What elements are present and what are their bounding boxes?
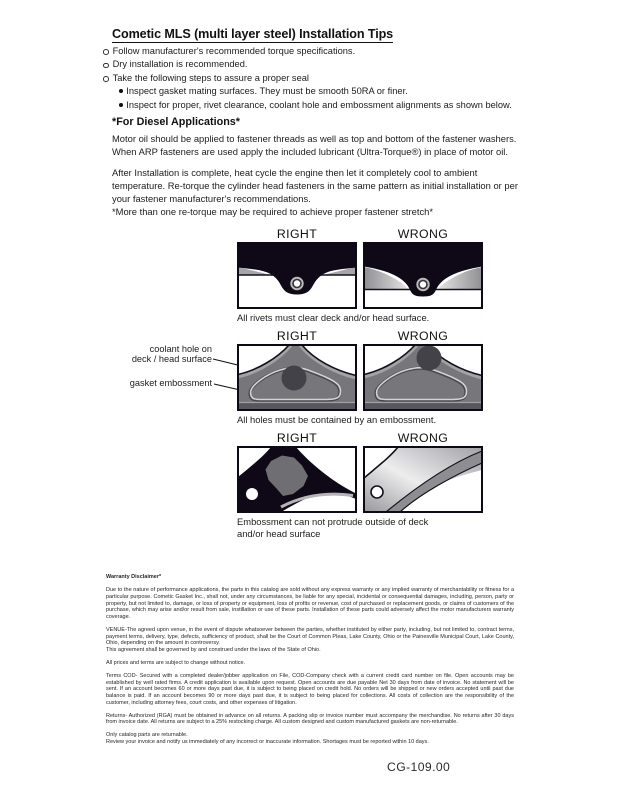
tip-text: Inspect for proper, rivet clearance, coolant hole and embossment alignments as shown below.	[126, 99, 512, 110]
only-catalog-paragraph: Only catalog parts are returnable.	[106, 732, 188, 739]
tip-text: Dry installation is recommended.	[112, 59, 248, 70]
list-item	[103, 45, 543, 58]
diagram-caption-rivets: All rivets must clear deck and/or head surface.	[237, 312, 430, 323]
wrong-label: WRONG	[397, 329, 449, 343]
filled-bullet-icon	[119, 103, 123, 107]
coolant-hole-label: coolant hole on deck / head surface	[131, 344, 212, 365]
gasket-embossment-label: gasket embossment	[129, 378, 212, 388]
diesel-paragraph-retorque: After Installation is complete, heat cycle the engine then let it completely cool to ambient temperature. Re-torque the cylinder head fasteners in the same pattern as initial installation or per your fastener manufacturer's recommendations.	[112, 167, 518, 204]
right-label: RIGHT	[276, 431, 318, 445]
diagram-rivet-wrong	[363, 242, 483, 309]
tip-text: Inspect gasket mating surfaces. They must be smooth 50RA or finer.	[126, 86, 408, 97]
tip-text: Follow manufacturer's recommended torque specifications.	[112, 46, 356, 56]
filled-bullet-icon	[119, 89, 123, 93]
diagram-caption-holes: All holes must be contained by an embossment.	[237, 414, 437, 425]
list-item	[119, 99, 543, 112]
list-item	[119, 85, 543, 98]
review-invoice-paragraph: Review your invoice and notify us immediately of any incorrect or inaccurate information. Shortages must be reported within 10 days.	[106, 738, 429, 745]
retorque-note: *More than one re-torque may be required to achieve proper fastener stretch*	[112, 206, 434, 217]
diagram-protrusion-right	[237, 446, 357, 513]
prices-paragraph: All prices and terms are subject to change without notice.	[106, 659, 246, 666]
diagram-protrusion-wrong	[363, 446, 483, 513]
list-item	[103, 58, 543, 71]
right-label: RIGHT	[276, 329, 318, 343]
diagram-caption-protrusion: Embossment can not protrude outside of deck and/or head surface	[237, 516, 429, 539]
wrong-label: WRONG	[397, 431, 449, 445]
returns-paragraph: Returns- Authorized (RGA) must be obtained in advance on all returns. A packing slip or invoice number must accompany the merchandise. No returns after 30 days from invoice date. All returns are subject to a 25% restocking charge. All custom designed and custom manufactured gaskets are non-returnable.	[106, 712, 514, 726]
open-bullet-icon	[103, 49, 109, 55]
installation-tips-list	[103, 45, 543, 112]
venue-paragraph: VENUE-The agreed upon venue, in the event of dispute whatsoever between the parties, whether instituted by either party, including, but not limited to, contract terms, payment terms, delivery, type, defects, sufficiency of product, shall be the Court of Common Pleas, Lake County, Ohio or the Painesville Municipal Court, Lake County, Ohio, depending on the amount in controversy.	[106, 626, 514, 647]
open-bullet-icon	[103, 76, 109, 82]
page-title: Cometic MLS (multi layer steel) Installation Tips	[112, 27, 394, 41]
governed-paragraph: This agreement shall be governed by and construed under the laws of the State of Ohio.	[106, 647, 321, 654]
warranty-paragraph: Due to the nature of performance applications, the parts in this catalog are sold without any express warranty or any implied warranty of merchantability or fitness for a particular purpose. Cometic Gasket Inc., shall not, under any circumstances, be liable for any special, incidental or consequential damages, including, person, party or property, but not limited to, damage, or loss of property or equipment, loss of profits or revenue, cost of purchased or replacement goods, or claims of customers of the purchase, which may arise and/or result from sale, instillation or use of these parts. Installation of these parts could adversely affect the motor manufacturers warranty coverage.	[106, 587, 514, 621]
warranty-disclaimer-heading: Warranty Disclaimer*	[106, 574, 162, 580]
diesel-section-heading: *For Diesel Applications*	[112, 116, 240, 128]
page-code: CG-109.00	[387, 760, 451, 774]
diagram-embossment-wrong	[363, 344, 483, 411]
legal-text-block	[106, 574, 514, 752]
diagram-embossment-right	[237, 344, 357, 411]
terms-paragraph: Terms COD- Secured with a completed dealer/jobber application on File, COD-Company check with a current credit card number on file. Open accounts may be established by well rated firms. A credit application is available upon request. Open accounts are due payable Net 30 days from date of invoice. No statement will be sent. If an account becomes 60 or more days past due, it is subject to being placed on credit hold. No orders will be shipped or new orders accepted until past due balance is paid. If an account becomes 90 or more days past due, it is subject to being placed for collections. All costs of collection are the responsibility of the customer, including attorney fees, court costs, and other expenses of litigation.	[106, 672, 514, 706]
tip-text: Take the following steps to assure a proper seal	[112, 72, 309, 83]
wrong-label: WRONG	[397, 227, 449, 241]
diagram-rivet-right	[237, 242, 357, 309]
right-label: RIGHT	[276, 227, 318, 241]
diesel-paragraph-oil: Motor oil should be applied to fastener threads as well as top and bottom of the fastener washers. When ARP fasteners are used apply the included lubricant (Ultra-Torque®) in place of motor oil.	[112, 133, 517, 157]
list-item	[103, 72, 543, 85]
open-bullet-icon	[103, 63, 109, 69]
